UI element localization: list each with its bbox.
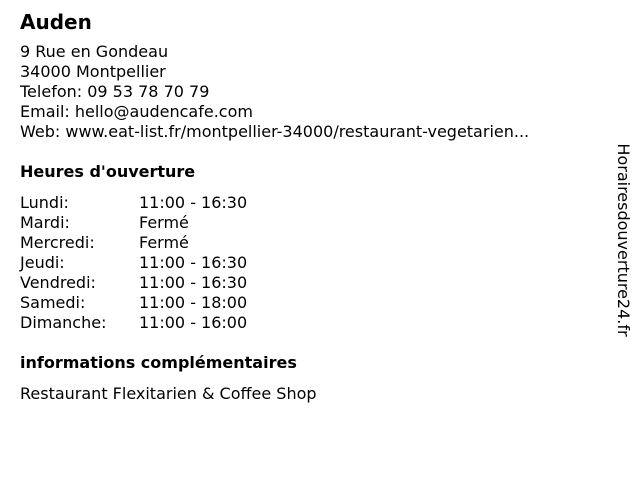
site-watermark: Horairesdouverture24.fr bbox=[614, 143, 633, 337]
day-time: Fermé bbox=[139, 233, 189, 252]
extra-info-text: Restaurant Flexitarien & Coffee Shop bbox=[20, 384, 317, 403]
address-line-1: 9 Rue en Gondeau bbox=[20, 42, 169, 61]
day-label: Lundi: bbox=[20, 193, 69, 212]
hours-table bbox=[20, 193, 600, 333]
email-line: Email: hello@audencafe.com bbox=[20, 102, 253, 121]
day-label: Mercredi: bbox=[20, 233, 95, 252]
day-label: Dimanche: bbox=[20, 313, 107, 332]
hours-row-saturday bbox=[20, 293, 600, 313]
day-label: Jeudi: bbox=[20, 253, 65, 272]
day-label: Vendredi: bbox=[20, 273, 96, 292]
hours-row-wednesday bbox=[20, 233, 600, 253]
hours-row-thursday bbox=[20, 253, 600, 273]
phone-line: Telefon: 09 53 78 70 79 bbox=[20, 82, 210, 101]
day-time: 11:00 - 18:00 bbox=[139, 293, 248, 312]
hours-row-monday bbox=[20, 193, 600, 213]
address-line-2: 34000 Montpellier bbox=[20, 62, 166, 81]
day-time: Fermé bbox=[139, 213, 189, 232]
day-time: 11:00 - 16:30 bbox=[139, 193, 248, 212]
day-time: 11:00 - 16:30 bbox=[139, 253, 248, 272]
day-label: Samedi: bbox=[20, 293, 86, 312]
hours-row-tuesday bbox=[20, 213, 600, 233]
hours-row-sunday bbox=[20, 313, 600, 333]
day-time: 11:00 - 16:00 bbox=[139, 313, 248, 332]
business-card bbox=[20, 10, 600, 404]
hours-title: Heures d'ouverture bbox=[20, 162, 196, 181]
extra-info-title: informations complémentaires bbox=[20, 353, 297, 372]
web-line: Web: www.eat-list.fr/montpellier-34000/restaurant-vegetarien... bbox=[20, 122, 530, 141]
hours-row-friday bbox=[20, 273, 600, 293]
day-label: Mardi: bbox=[20, 213, 70, 232]
business-name: Auden bbox=[20, 10, 92, 34]
day-time: 11:00 - 16:30 bbox=[139, 273, 248, 292]
